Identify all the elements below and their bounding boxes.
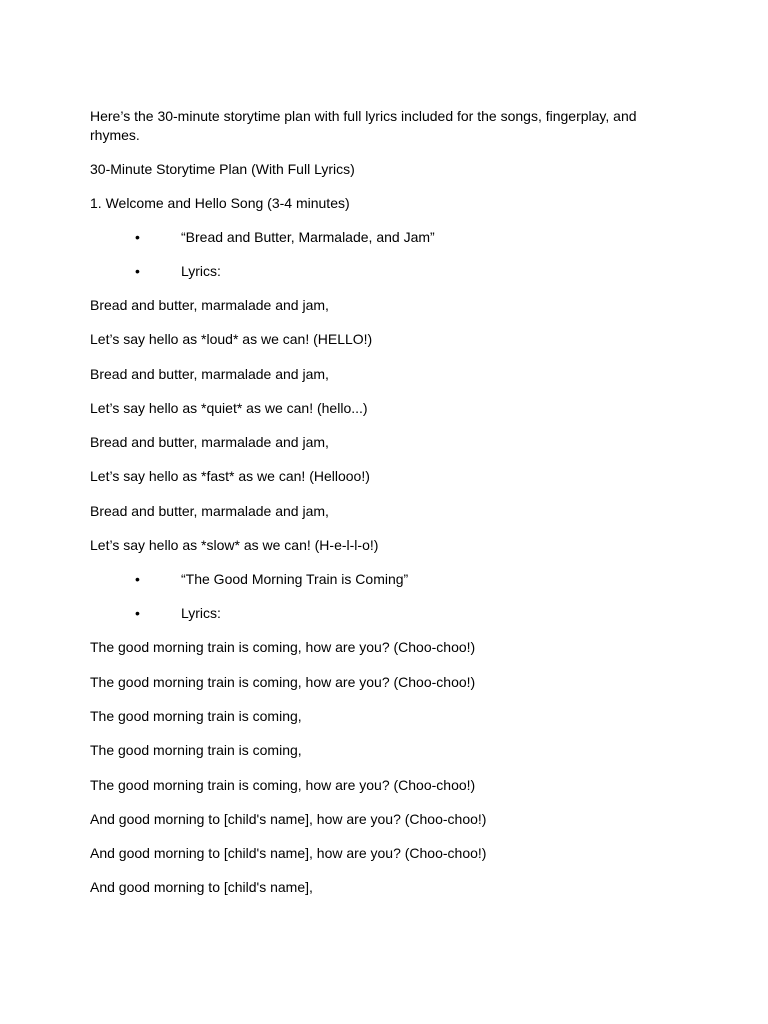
lyric-line: And good morning to [child's name], xyxy=(90,879,313,896)
lyric-line: Let’s say hello as *loud* as we can! (HELLO!) xyxy=(90,331,373,348)
lyric-line: Bread and butter, marmalade and jam, xyxy=(90,297,329,313)
bullet-song-title xyxy=(90,570,650,589)
song-title: “The Good Morning Train is Coming” xyxy=(181,571,409,588)
lyric-line: The good morning train is coming, xyxy=(90,742,302,759)
lyrics-label: Lyrics: xyxy=(181,605,221,622)
lyrics-label: Lyrics: xyxy=(181,263,221,279)
bullet-icon: • xyxy=(135,263,140,279)
section-heading: 1. Welcome and Hello Song (3-4 minutes) xyxy=(90,195,350,211)
song-title: “Bread and Butter, Marmalade, and Jam” xyxy=(181,229,435,245)
bullet-lyrics-label xyxy=(90,262,650,281)
bullet-icon: • xyxy=(135,571,140,588)
bullet-icon: • xyxy=(135,229,140,245)
lyric-line: The good morning train is coming, how are you? (Choo-choo!) xyxy=(90,639,476,656)
bullet-icon: • xyxy=(135,605,140,622)
lyric-line: Let’s say hello as *slow* as we can! (H-e-l-l-o!) xyxy=(90,537,379,554)
bullet-song-title xyxy=(90,228,650,247)
lyric-line: Let’s say hello as *fast* as we can! (Hellooo!) xyxy=(90,468,370,485)
plan-title: 30-Minute Storytime Plan (With Full Lyrics) xyxy=(90,161,355,177)
lyric-line: Bread and butter, marmalade and jam, xyxy=(90,434,329,451)
lyric-line: Bread and butter, marmalade and jam, xyxy=(90,502,329,519)
lyric-line: The good morning train is coming, xyxy=(90,707,302,724)
lyric-line: And good morning to [child's name], how are you? (Choo-choo!) xyxy=(90,810,487,827)
lyric-line: And good morning to [child's name], how are you? (Choo-choo!) xyxy=(90,845,487,862)
intro-paragraph: Here’s the 30-minute storytime plan with full lyrics included for the songs, fingerplay, and rhymes. xyxy=(90,108,637,143)
lyric-line: The good morning train is coming, how are you? (Choo-choo!) xyxy=(90,776,476,793)
bullet-lyrics-label xyxy=(90,604,650,623)
lyric-line: The good morning train is coming, how are you? (Choo-choo!) xyxy=(90,673,476,690)
lyric-line: Let’s say hello as *quiet* as we can! (hello...) xyxy=(90,399,368,416)
lyric-line: Bread and butter, marmalade and jam, xyxy=(90,365,329,382)
document-content xyxy=(90,107,650,913)
